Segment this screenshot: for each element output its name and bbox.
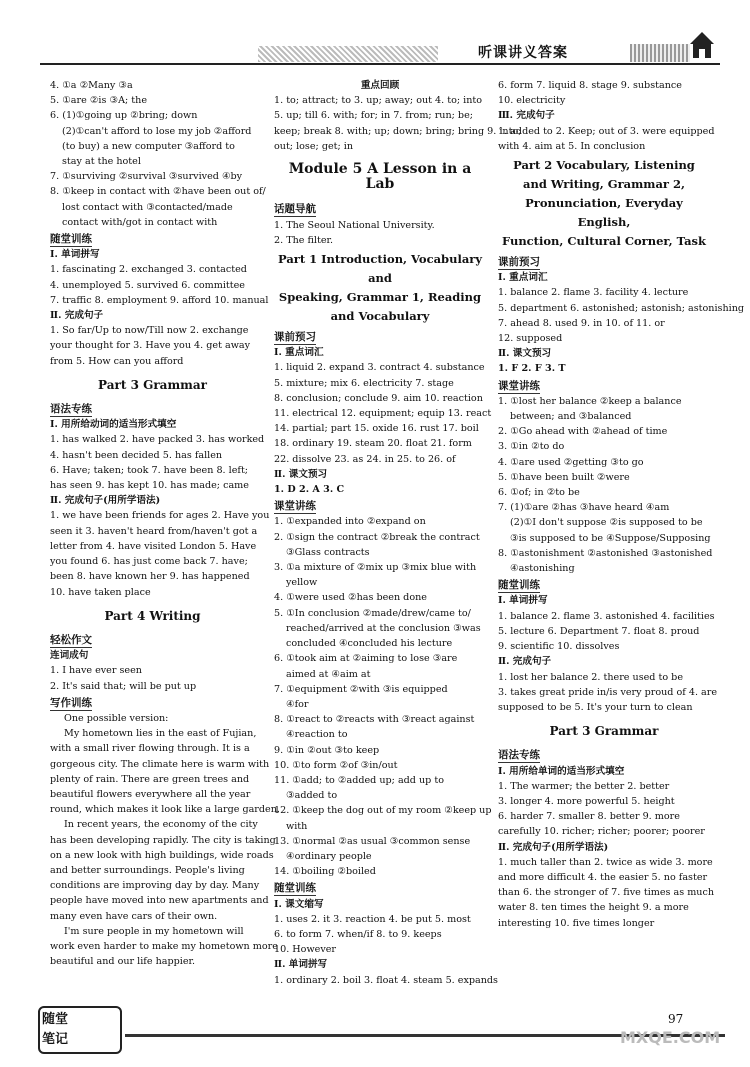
answer-line: 9. ①in ②out ③to keep xyxy=(274,744,380,756)
subsection-heading: Ⅰ. 课文缩写 xyxy=(274,898,324,910)
answer-line-continued: ③added to xyxy=(286,790,338,802)
section-label: 写作训练 xyxy=(50,696,92,709)
subsection-heading: Ⅰ. 单词拼写 xyxy=(498,595,548,607)
section-label-row xyxy=(50,631,255,648)
answer-line-continued: (2)①I don't suppose ②is supposed to be xyxy=(510,517,703,529)
section-label: 随堂训练 xyxy=(274,882,316,895)
answer-line: 7. ahead 8. used 9. in 10. of 11. or xyxy=(498,317,665,329)
answer-line: supposed to be 5. It's your turn to clean xyxy=(498,701,693,713)
answer-line: carefully 10. richer; richer; poorer; poorer xyxy=(498,826,705,838)
notes-label-line2: 笔记 xyxy=(42,1032,69,1047)
answer-line: work even harder to make my hometown more xyxy=(50,940,278,952)
answer-line: 10. ①to form ②of ③in/out xyxy=(274,759,398,771)
section-label: 语法专练 xyxy=(498,749,540,762)
answer-line-continued: concluded ④concluded his lecture xyxy=(286,638,453,650)
answer-line: 6. Have; taken; took 7. have been 8. left; xyxy=(50,464,249,476)
watermark: MXQE.COM xyxy=(620,1028,721,1047)
section-label-row xyxy=(274,200,486,217)
answer-line: 3. takes great pride in/is very proud of 4. are xyxy=(498,686,718,698)
answer-line: from 5. How can you afford xyxy=(50,355,184,367)
answer-line-continued: (to buy) a new computer ③afford to xyxy=(62,140,235,152)
subsection-heading: Ⅰ. 重点词汇 xyxy=(274,347,324,359)
essay-line: In recent years, the economy of the city xyxy=(64,819,258,831)
answer-line: 5. ①In conclusion ②made/drew/came to/ xyxy=(274,607,471,619)
answer-line: 1. liquid 2. expand 3. contract 4. substance xyxy=(274,362,485,374)
answer-line: 1. So far/Up to now/Till now 2. exchange xyxy=(50,325,249,337)
part-title-line: and Vocabulary xyxy=(330,309,430,324)
section-label: 课堂讲练 xyxy=(498,379,540,392)
answer-line: 6. (1)①going up ②bring; down xyxy=(50,110,198,122)
subsection-heading: Ⅰ. 用所给动词的适当形式填空 xyxy=(50,419,177,431)
answer-line: 2. ①Go ahead with ②ahead of time xyxy=(498,426,668,438)
answer-line: 7. (1)①are ②has ③have heard ④am xyxy=(498,502,670,514)
answer-line: 4. ①are used ②getting ③to go xyxy=(498,456,644,468)
answer-line: 10. However xyxy=(274,944,337,956)
answer-line: 6. form 7. liquid 8. stage 9. substance xyxy=(498,80,682,91)
answer-line-continued: ③Glass contracts xyxy=(286,546,370,558)
answer-line: 5. ①are ②is ③A; the xyxy=(50,95,148,107)
section-label: 随堂训练 xyxy=(498,579,540,592)
answer-line: water 8. ten times the height 9. a more xyxy=(498,902,689,914)
answer-line: round, which makes it look like a large garden. xyxy=(50,804,280,816)
answer-line: 5. up; till 6. with; for; in 7. from; run; be; xyxy=(274,110,473,122)
answer-line: 2. The filter. xyxy=(274,234,334,246)
part-title-line: Function, Cultural Corner, Task xyxy=(502,234,706,249)
answer-line-continued: ④for xyxy=(286,698,309,710)
section-label: 课前预习 xyxy=(498,256,540,269)
answer-line: 1. uses 2. it 3. reaction 4. be put 5. most xyxy=(274,913,471,925)
answer-line: 1. we have been friends for ages 2. Have you xyxy=(50,510,270,522)
answer-line: 7. traffic 8. employment 9. afford 10. manual xyxy=(50,294,269,306)
answer-line: many even have cars of their own. xyxy=(50,910,218,922)
answer-line: 18. ordinary 19. steam 20. float 21. form xyxy=(274,438,472,450)
part-title xyxy=(498,156,710,251)
review-heading: 重点回顾 xyxy=(360,80,400,91)
subsection-heading: Ⅱ. 单词拼写 xyxy=(274,959,328,971)
subsection-heading: Ⅱ. 完成句子(用所学语法) xyxy=(498,841,609,853)
answer-line: people have moved into new apartments and xyxy=(50,895,269,907)
answer-line-continued: contact with/got in contact with xyxy=(62,216,218,228)
page-footer xyxy=(30,1000,730,1060)
answer-line: has been developing rapidly. The city is taking xyxy=(50,834,276,846)
section-label: 随堂训练 xyxy=(50,233,92,246)
answer-line: 11. ①add; to ②added up; add up to xyxy=(274,774,444,786)
answer-line: 1. The warmer; the better 2. better xyxy=(498,780,670,792)
answer-line: 1. balance 2. flame 3. astonished 4. facilities xyxy=(498,610,715,622)
answer-line: 1. balance 2. flame 3. facility 4. lecture xyxy=(498,287,689,299)
answer-line: 12. supposed xyxy=(498,333,563,345)
answer-line: 4. ①were used ②has been done xyxy=(274,592,427,604)
part-title-line: and Writing, Grammar 2, xyxy=(523,177,685,192)
answer-line: 1. The Seoul National University. xyxy=(274,219,435,231)
section-label-row xyxy=(274,879,486,896)
answer-line: 1. ordinary 2. boil 3. float 4. steam 5. expands xyxy=(274,974,498,986)
section-label: 轻松作文 xyxy=(50,633,92,646)
header-title: 听课讲义答案 xyxy=(478,45,568,61)
answer-line: been 8. have known her 9. has happened xyxy=(50,571,250,583)
answer-line: and better surroundings. People's living xyxy=(50,864,245,876)
subsection-heading: 1. D 2. A 3. C xyxy=(274,484,345,496)
essay-line: One possible version: xyxy=(64,712,169,724)
answer-line: 5. mixture; mix 6. electricity 7. stage xyxy=(274,377,454,389)
subsection-heading: 连词成句 xyxy=(50,650,89,662)
section-label-row xyxy=(50,400,255,417)
answer-line: 3. ①a mixture of ②mix up ③mix blue with xyxy=(274,562,477,574)
header-decor-mark xyxy=(630,44,690,62)
part-title-line: Part 1 Introduction, Vocabulary and xyxy=(277,252,483,286)
answer-line: 12. ①keep the dog out of my room ②keep up xyxy=(274,805,492,817)
answer-line: 8. ①keep in contact with ②have been out of/ xyxy=(50,186,266,198)
answer-line: beautiful flowers everywhere all the year xyxy=(50,788,251,800)
column-left xyxy=(50,78,280,969)
section-label-row xyxy=(498,253,710,270)
answer-line: 3. ①in ②to do xyxy=(498,441,565,453)
answer-line: letter from 4. have visited London 5. Have xyxy=(50,540,257,552)
answer-line: 10. electricity xyxy=(498,95,566,107)
answer-line-continued: yellow xyxy=(286,577,318,589)
answer-line: 1. ①lost her balance ②keep a balance xyxy=(498,395,682,407)
part-title-line: Speaking, Grammar 1, Reading xyxy=(278,290,482,305)
answer-line: with 4. aim at 5. In conclusion xyxy=(498,140,646,152)
header-decor-band xyxy=(258,46,438,62)
essay-line: My hometown lies in the east of Fujian, xyxy=(64,728,257,740)
answer-line: 22. dissolve 23. as 24. in 25. to 26. of xyxy=(274,453,456,465)
answer-line: 1. has walked 2. have packed 3. has worked xyxy=(50,434,265,446)
section-label-row xyxy=(498,746,710,763)
answer-line: conditions are improving day by day. Many xyxy=(50,880,260,892)
subsection-heading: Ⅰ. 单词拼写 xyxy=(50,249,100,261)
answer-line: has seen 9. has kept 10. has made; came xyxy=(50,480,249,492)
subsection-heading: Ⅱ. 完成句子 xyxy=(498,656,552,668)
answer-line: 11. electrical 12. equipment; equip 13. react xyxy=(274,408,492,420)
answer-line: 1. fascinating 2. exchanged 3. contacted xyxy=(50,264,247,276)
answer-line: 1. added to 2. Keep; out of 3. were equipped xyxy=(498,125,715,137)
answer-line: 5. ①have been built ②were xyxy=(498,471,630,483)
answer-line: 1. lost her balance 2. there used to be xyxy=(498,671,683,683)
answer-line: 7. ①surviving ②survival ③survived ④by xyxy=(50,171,243,183)
section-label: 语法专练 xyxy=(50,403,92,416)
part-title xyxy=(274,250,486,326)
subsection-heading: Ⅰ. 用所给单词的适当形式填空 xyxy=(498,765,625,777)
answer-line-continued: between; and ③balanced xyxy=(510,411,632,423)
answer-line: 8. ①astonishment ②astonished ③astonished xyxy=(498,547,713,559)
answer-line: you found 6. has just come back 7. have; xyxy=(50,556,248,568)
answer-line: 14. ①boiling ②boiled xyxy=(274,866,376,878)
answer-line: and more difficult 4. the easier 5. no faster xyxy=(498,871,708,883)
answer-line-continued: stay at the hotel xyxy=(62,156,141,168)
module-heading: Module 5 A Lesson in a Lab xyxy=(288,161,472,193)
subsection-heading: 1. F 2. F 3. T xyxy=(498,363,566,375)
answer-line-continued: aimed at ④aim at xyxy=(286,668,371,680)
answer-line: than 6. the stronger of 7. five times as much xyxy=(498,887,715,899)
answer-line: 1. ①expanded into ②expand on xyxy=(274,516,426,528)
section-label: 课堂讲练 xyxy=(274,500,316,513)
answer-line: plenty of rain. There are green trees and xyxy=(50,773,250,785)
answer-line: 9. scientific 10. dissolves xyxy=(498,641,620,653)
answer-line: your thought for 3. Have you 4. get away xyxy=(50,340,251,352)
answer-line-continued: ③is supposed to be ④Suppose/Supposing xyxy=(510,532,711,544)
answer-line-continued: ④astonishing xyxy=(510,563,575,575)
answer-line: 6. ①of; in ②to be xyxy=(498,487,580,499)
answer-line: 1. much taller than 2. twice as wide 3. more xyxy=(498,856,713,868)
answer-line: seen it 3. haven't heard from/haven't got a xyxy=(50,525,258,537)
section-label-row xyxy=(274,497,486,514)
answer-line: 6. ①took aim at ②aiming to lose ③are xyxy=(274,653,458,665)
subsection-heading: Ⅲ. 完成句子 xyxy=(498,110,555,122)
section-label-row xyxy=(498,377,710,394)
answer-line: 5. department 6. astonished; astonish; astonishing xyxy=(498,302,745,314)
section-label: 话题导航 xyxy=(274,203,316,216)
part-title-line: Part 2 Vocabulary, Listening xyxy=(513,158,695,173)
answer-line: 4. unemployed 5. survived 6. committee xyxy=(50,279,245,291)
answer-line: 2. ①sign the contract ②break the contract xyxy=(274,531,480,543)
section-label-row xyxy=(274,328,486,345)
answer-line: 4. ①a ②Many ③a xyxy=(50,80,133,91)
essay-line: I'm sure people in my hometown will xyxy=(64,925,244,937)
section-label-row xyxy=(498,576,710,593)
answer-line-continued: with xyxy=(286,820,308,832)
answer-line: gorgeous city. The climate here is warm with xyxy=(50,758,270,770)
subsection-heading: Ⅱ. 完成句子(用所学语法) xyxy=(50,495,161,507)
house-icon xyxy=(688,30,716,60)
subsection-heading: Ⅱ. 完成句子 xyxy=(50,310,104,322)
answer-line-continued: reached/arrived at the conclusion ③was xyxy=(286,622,481,634)
answer-line: 14. partial; part 15. oxide 16. rust 17. boil xyxy=(274,423,479,435)
answer-line: 13. ①normal ②as usual ③common sense xyxy=(274,835,471,847)
answer-line-continued: (2)①can't afford to lose my job ②afford xyxy=(62,125,252,137)
section-label-row xyxy=(50,230,255,247)
answer-line: 7. ①equipment ②with ③is equipped xyxy=(274,683,448,695)
page-header xyxy=(0,0,750,78)
answer-line: 8. conclusion; conclude 9. aim 10. reaction xyxy=(274,392,483,404)
part-heading: Part 4 Writing xyxy=(104,608,201,623)
answer-line: 2. It's said that; will be put up xyxy=(50,680,197,692)
answer-line: 1. to; attract; to 3. up; away; out 4. to; into xyxy=(274,95,483,107)
subsection-heading: Ⅱ. 课文预习 xyxy=(274,468,328,480)
answer-line: 10. have taken place xyxy=(50,586,151,598)
notes-label xyxy=(42,1010,68,1050)
answer-line: 8. ①react to ②reacts with ③react against xyxy=(274,714,475,726)
page-number: 97 xyxy=(668,1012,684,1026)
part-heading: Part 3 Grammar xyxy=(98,377,207,392)
subsection-heading: Ⅱ. 课文预习 xyxy=(498,348,552,360)
answer-line: 1. I have ever seen xyxy=(50,665,142,677)
part-heading: Part 3 Grammar xyxy=(549,724,659,739)
subsection-heading: Ⅰ. 重点词汇 xyxy=(498,272,548,284)
answer-line: 3. longer 4. more powerful 5. height xyxy=(498,795,675,807)
answer-line-continued: ④ordinary people xyxy=(286,850,372,862)
section-label: 课前预习 xyxy=(274,331,316,344)
answer-line: 4. hasn't been decided 5. has fallen xyxy=(50,449,223,461)
answer-line: interesting 10. five times longer xyxy=(498,917,655,929)
part-title-line: Pronunciation, Everyday English, xyxy=(525,196,683,230)
answer-line: beautiful and our life happier. xyxy=(50,956,196,968)
answer-line: 5. lecture 6. Department 7. float 8. proud xyxy=(498,625,700,637)
answer-line: out; lose; get; in xyxy=(274,140,354,152)
answer-line: with a small river flowing through. It is a xyxy=(50,743,250,755)
header-rule xyxy=(40,63,720,65)
answer-line: keep; break 8. with; up; down; bring; bring 9. into; xyxy=(274,125,522,137)
answer-line: on a new look with high buildings, wide roads xyxy=(50,849,274,861)
column-right xyxy=(498,78,745,931)
section-label-row xyxy=(50,694,255,711)
answer-line: 6. to form 7. when/if 8. to 9. keeps xyxy=(274,928,442,940)
answer-line-continued: ④reaction to xyxy=(286,729,348,741)
answer-line: 6. harder 7. smaller 8. better 9. more xyxy=(498,811,680,823)
notes-label-line1: 随堂 xyxy=(42,1012,69,1027)
answer-line-continued: lost contact with ③contacted/made xyxy=(62,201,233,213)
